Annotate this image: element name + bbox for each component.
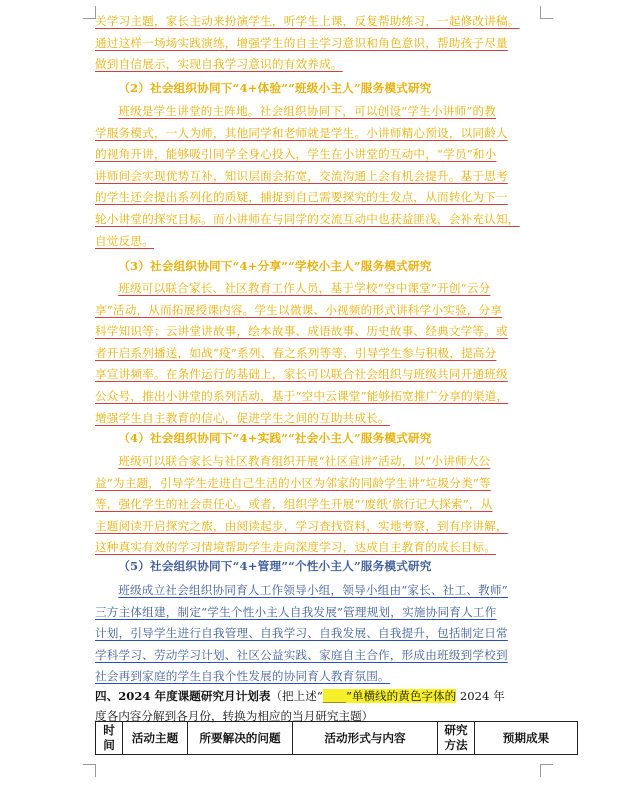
text-line: 的视角开讲，能够吸引同学全身心投入，学生在小讲堂的互动中，“学员”和小	[95, 147, 497, 162]
text-line: 自觉反思。	[95, 233, 154, 248]
text-line: 主题阅读开启探究之旅，由阅读起步，学习查找资料，实地考察，到有序讲解，	[95, 518, 508, 533]
text-line: 等，强化学生的社会责任心。或者，组织学生开展“‘废纸’旅行记大探索”，从	[95, 497, 493, 512]
text-line: 讲师间会实现优势互补，知识层面会拓宽，交流沟通上会有机会提升。基于思考	[95, 168, 508, 183]
text-line: 关学习主题，家长主动来扮演学生，听学生上课，反复帮助练习，一起修改讲稿。	[95, 14, 520, 28]
heading-2: （2）社会组织协同下“4+体验”“班级小主人”服务模式研究	[118, 81, 432, 95]
highlight-blank: ____	[322, 689, 346, 703]
section-4-title	[95, 686, 545, 726]
header-form-content: 活动形式与内容	[293, 722, 438, 755]
text-line: 享宣讲频率。在条件运行的基础上，家长可以联合社会组织与班级共同开通班级	[95, 367, 508, 382]
section-4-heading: 四、2024 年度课题研究月计划表	[95, 689, 271, 703]
crop-mark-top-right	[540, 6, 553, 19]
header-time: 时间	[96, 722, 123, 755]
text-line: 学服务模式，一人为师，其他同学和老师就是学生。小讲师精心预设，以同龄人	[95, 125, 508, 140]
text-line: 科学知识等；云讲堂讲故事，绘本故事、成语故事、历史故事、经典文学等。或	[95, 324, 508, 339]
crop-mark-bottom-left	[83, 764, 96, 777]
text-line: 通过这样一场场实践演练，增强学生的自主学习意识和角色意识，帮助孩子尽量	[95, 35, 508, 50]
text-line: 班级成立社会组织协同育人工作领导小组，领导小组由“家长、社工、教师”	[118, 583, 508, 597]
text-line: 班级可以联合家长、社区教育工作人员，基于学校“空中课堂”开创“云分	[118, 281, 491, 295]
paragraph-4	[95, 451, 540, 559]
text-line: 益”为主题，引导学生走进自己生活的小区为邻家的同龄学生讲“垃圾分类”等	[95, 475, 491, 490]
paragraph-1	[95, 11, 540, 76]
text-line: 三方主体组建，制定“学生个性小主人自我发展”管理规划，实施协同育人工作	[95, 604, 497, 619]
heading-5: （5）社会组织协同下“4+管理”“个性小主人”服务模式研究	[118, 559, 432, 573]
text-line: 班级可以联合家长与社区教育组织开展“社区宣讲”活动，以“小讲师大公	[118, 454, 491, 468]
text-line: 社会再到家庭的学生自我个性发展的协同育人教育氛围。	[95, 669, 390, 684]
header-expected-results: 预期成果	[475, 722, 578, 755]
paragraph-5	[95, 580, 540, 688]
plan-table	[95, 721, 578, 755]
text-line: 公众号，推出小讲堂的系列活动，基于“空中云课堂”能够拓宽推广分享的渠道，	[95, 388, 509, 403]
paragraph-3	[95, 278, 540, 429]
paragraph-2	[95, 101, 540, 252]
text-line: 增强学生自主教育的信心，促进学生之间的互助共成长。	[95, 410, 390, 425]
table-header-row	[96, 722, 578, 755]
text-line: 做到自信展示，实现自我学习意识的有效养成。	[95, 57, 343, 72]
text-line: 学科学习、劳动学习计划、社区公益实践、家庭自主合作，形成由班级到学校到	[95, 647, 508, 662]
crop-mark-bottom-right	[540, 764, 553, 777]
highlight-text: ”单横线的黄色字体的	[345, 689, 457, 703]
text-line: 享”活动，从而拓展授课内容。学生以微课、小视频的形式讲科学小实验，分享	[95, 302, 503, 317]
text-line: 班级是学生讲堂的主阵地。社会组织协同下，可以创设“学生小讲师”的教	[118, 104, 497, 118]
text-line: 计划，引导学生进行自我管理、自我学习、自我发展、自我提升，包括制定日常	[95, 626, 508, 641]
text-line: 轮小讲堂的探究目标。而小讲师在与同学的交流互动中也获益匪浅，会补充认知，	[95, 211, 520, 226]
text-line: 者开启系列播送，如战“疫”系列、春之系列等等，引导学生参与积极，提高分	[95, 345, 497, 360]
heading-4: （4）社会组织协同下“4+实践”“社会小主人”服务模式研究	[118, 431, 432, 445]
text-line: 的学生还会提出系列化的质疑，捕捉到自己需要探究的生发点，从而转化为下一	[95, 190, 508, 205]
text-line: 这种真实有效的学习情境帮助学生走向深度学习，达成自主教育的成长目标。	[95, 540, 496, 555]
header-activity-theme: 活动主题	[123, 722, 188, 755]
section-4-note-line-2: 度各内容分解到各月份，转换为相应的当月研究主题）	[95, 709, 374, 723]
section-4-note: （把上述“____”单横线的黄色字体的 2024 年	[270, 689, 505, 703]
header-method: 研究方法	[438, 722, 475, 755]
header-problem: 所要解决的问题	[188, 722, 293, 755]
heading-3: （3）社会组织协同下“4+分享”“学校小主人”服务模式研究	[118, 259, 432, 273]
